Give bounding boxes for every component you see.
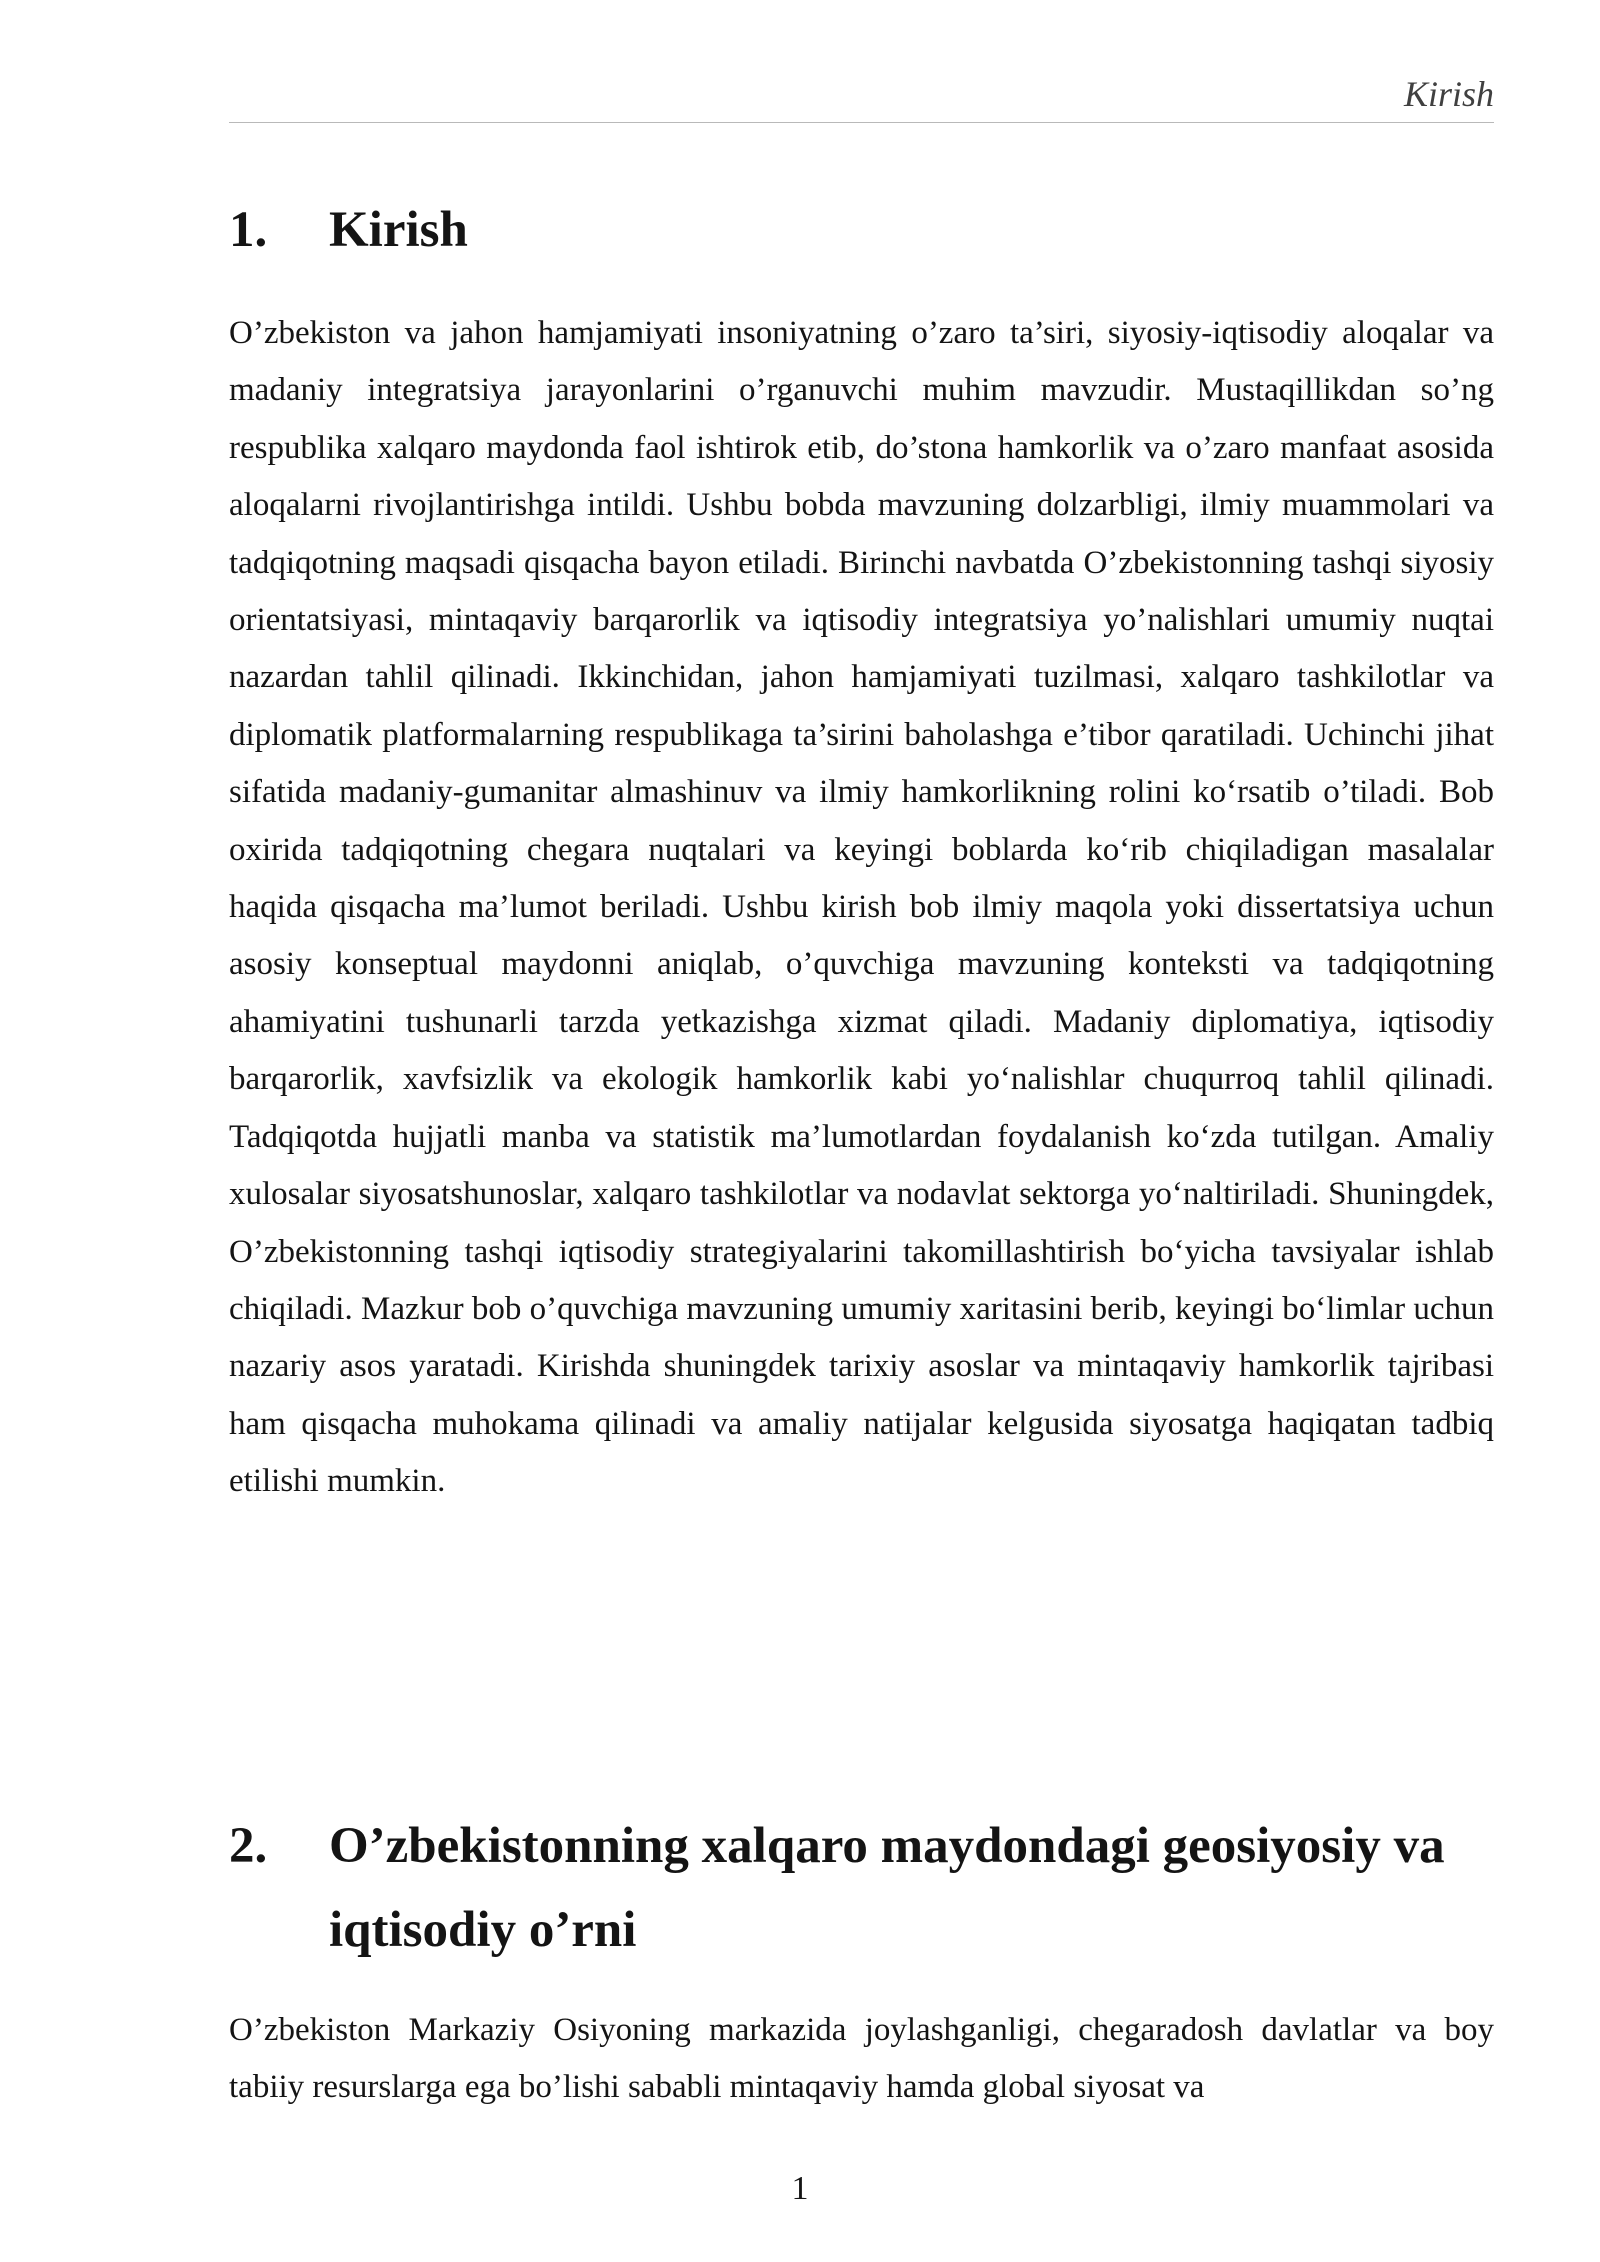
section-paragraph: O’zbekiston va jahon hamjamiyati insoniyatning o’zaro ta’siri, siyosiy-iqtisodiy aloqalar va madaniy integratsiya jarayonlarini o’rganuvchi muhim mavzudir. Mustaqillikdan so’ng respublika xalqaro maydonda faol ishtirok etib, do’stona hamkorlik va o’zaro manfaat asosida aloqalarni rivojlantirishga intildi. Ushbu bobda mavzuning dolzarbligi, ilmiy muammolari va tadqiqotning maqsadi qisqacha bayon etiladi. Birinchi navbatda O’zbekistonning tashqi siyosiy orientatsiyasi, mintaqaviy barqarorlik va iqtisodiy integratsiya yo’nalishlari umumiy nuqtai nazardan tahlil qilinadi. Ikkinchidan, jahon hamjamiyati tuzilmasi, xalqaro tashkilotlar va diplomatik platformalarning respublikaga ta’sirini baholashga e’tibor qaratiladi. Uchinchi jihat sifatida madaniy-gumanitar almashinuv va ilmiy hamkorlikning rolini ko‘rsatib o’tiladi. Bob oxirida tadqiqotning chegara nuqtalari va keyingi boblarda ko‘rib chiqiladigan masalalar haqida qisqacha ma’lumot beriladi. Ushbu kirish bob ilmiy maqola yoki dissertatsiya uchun asosiy konseptual maydonni aniqlab, o’quvchiga mavzuning konteksti va tadqiqotning ahamiyatini tushunarli tarzda yetkazishga xizmat qiladi. Madaniy diplomatiya, iqtisodiy barqarorlik, xavfsizlik va ekologik hamkorlik kabi yo‘nalishlar chuqurroq tahlil qilinadi. Tadqiqotda hujjatli manba va statistik ma’lumotlardan foydalanish ko‘zda tutilgan. Amaliy xulosalar siyosatshunoslar, xalqaro tashkilotlar va nodavlat sektorga yo‘naltiriladi. Shuningdek, O’zbekistonning tashqi iqtisodiy strategiyalarini takomillashtirish bo‘yicha tavsiyalar ishlab chiqiladi. Mazkur bob o’quvchiga mavzuning umumiy xaritasini berib, keyingi bo‘limlar uchun nazariy asos yaratadi. Kirishda shuningdek tarixiy asoslar va mintaqaviy hamkorlik tajribasi ham qisqacha muhokama qilinadi va amaliy natijalar kelgusida siyosatga haqiqatan tadbiq etilishi mumkin. xyxy=(229,315,1494,1500)
running-header-title: Kirish xyxy=(1403,74,1494,114)
section-heading-2 xyxy=(229,1804,1494,1972)
section-number: 1. xyxy=(229,202,268,258)
page-number: 1 xyxy=(791,2170,809,2207)
section-title: Kirish xyxy=(329,202,468,258)
section-heading-1 xyxy=(229,188,1494,272)
section-number: 2. xyxy=(229,1818,268,1874)
section-title: O’zbekistonning xalqaro maydondagi geosiyosiy va iqtisodiy o’rni xyxy=(329,1818,1445,1958)
running-header xyxy=(229,70,1494,123)
section-paragraph: O’zbekiston Markaziy Osiyoning markazida joylashganligi, chegaradosh davlatlar va boy tabiiy resurslarga ega bo’lishi sababli mintaqaviy hamda global siyosat va xyxy=(229,2012,1494,2106)
